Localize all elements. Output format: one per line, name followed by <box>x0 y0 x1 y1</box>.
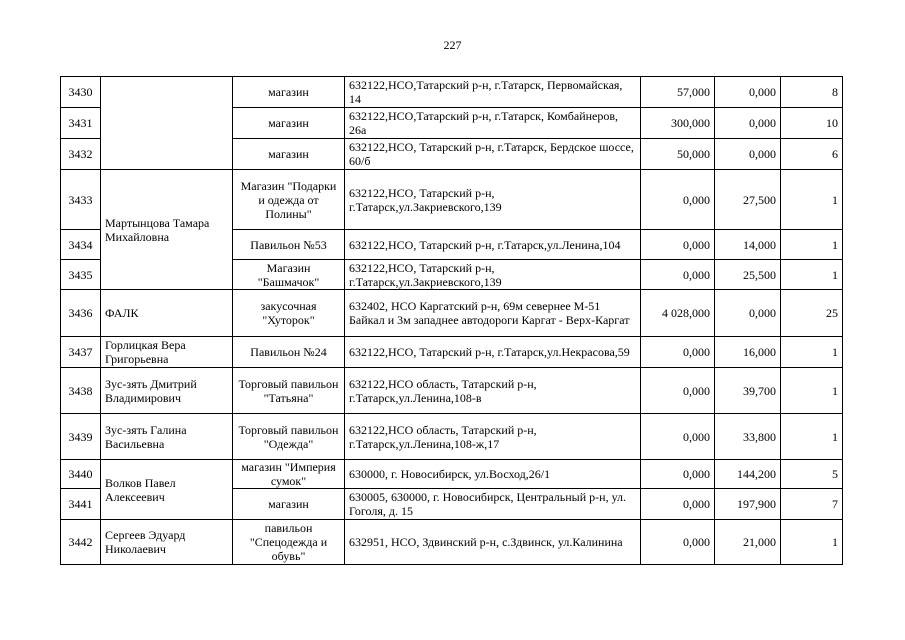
row-number: 3442 <box>61 520 101 565</box>
count: 25 <box>781 290 843 337</box>
object-type: Торговый павильон "Одежда" <box>233 414 345 460</box>
row-number: 3436 <box>61 290 101 337</box>
value-2: 0,000 <box>715 77 781 108</box>
value-1: 57,000 <box>641 77 715 108</box>
count: 1 <box>781 368 843 414</box>
owner-name: ФАЛК <box>101 290 233 337</box>
row-number: 3441 <box>61 489 101 520</box>
value-1: 300,000 <box>641 108 715 139</box>
row-number: 3434 <box>61 230 101 260</box>
table-row <box>61 77 843 108</box>
value-2: 25,500 <box>715 260 781 290</box>
value-2: 0,000 <box>715 290 781 337</box>
row-number: 3438 <box>61 368 101 414</box>
value-1: 0,000 <box>641 414 715 460</box>
value-1: 0,000 <box>641 260 715 290</box>
count: 1 <box>781 170 843 230</box>
table-row <box>61 170 843 230</box>
object-type: магазин <box>233 489 345 520</box>
object-type: Павильон №53 <box>233 230 345 260</box>
value-2: 27,500 <box>715 170 781 230</box>
row-number: 3431 <box>61 108 101 139</box>
page-number: 227 <box>443 38 462 52</box>
value-1: 0,000 <box>641 170 715 230</box>
object-type: магазин <box>233 139 345 170</box>
owner-name: Мартынцова Тамара Михайловна <box>101 170 233 290</box>
address: 632951, НСО, Здвинский р-н, с.Здвинск, ул.Калинина <box>345 520 641 565</box>
row-number: 3440 <box>61 460 101 489</box>
address: 632122,НСО, Татарский р-н, г.Татарск,ул.Закриевского,139 <box>345 260 641 290</box>
value-1: 0,000 <box>641 520 715 565</box>
owner-name: Горлицкая Вера Григорьевна <box>101 337 233 368</box>
table-row <box>61 337 843 368</box>
row-number: 3435 <box>61 260 101 290</box>
address: 632122,НСО,Татарский р-н, г.Татарск, Первомайская, 14 <box>345 77 641 108</box>
value-1: 0,000 <box>641 337 715 368</box>
count: 1 <box>781 337 843 368</box>
count: 1 <box>781 230 843 260</box>
table-row <box>61 368 843 414</box>
row-number: 3433 <box>61 170 101 230</box>
object-type: Магазин "Подарки и одежда от Полины" <box>233 170 345 230</box>
object-type: павильон "Спецодежда и обувь" <box>233 520 345 565</box>
value-1: 0,000 <box>641 368 715 414</box>
address: 632122,НСО,Татарский р-н, г.Татарск, Комбайнеров, 26а <box>345 108 641 139</box>
address: 630000, г. Новосибирск, ул.Восход,26/1 <box>345 460 641 489</box>
value-2: 16,000 <box>715 337 781 368</box>
count: 1 <box>781 520 843 565</box>
address: 632122,НСО, Татарский р-н, г.Татарск,ул.Закриевского,139 <box>345 170 641 230</box>
address: 632122,НСО, Татарский р-н, г.Татарск, Бердское шоссе, 60/б <box>345 139 641 170</box>
value-1: 0,000 <box>641 460 715 489</box>
count: 6 <box>781 139 843 170</box>
owner-cell <box>101 77 233 170</box>
address: 632122,НСО, Татарский р-н, г.Татарск,ул.Некрасова,59 <box>345 337 641 368</box>
owner-name: Сергеев Эдуард Николаевич <box>101 520 233 565</box>
table-row <box>61 290 843 337</box>
register-table <box>60 76 843 565</box>
count: 5 <box>781 460 843 489</box>
value-2: 33,800 <box>715 414 781 460</box>
value-1: 50,000 <box>641 139 715 170</box>
value-1: 0,000 <box>641 489 715 520</box>
value-2: 14,000 <box>715 230 781 260</box>
address: 630005, 630000, г. Новосибирск, Центральный р-н, ул. Гоголя, д. 15 <box>345 489 641 520</box>
object-type: закусочная "Хуторок" <box>233 290 345 337</box>
address: 632402, НСО Каргатский р-н, 69м севернее М-51 Байкал и 3м западнее автодороги Каргат - Верх-Каргат <box>345 290 641 337</box>
count: 8 <box>781 77 843 108</box>
object-type: Торговый павильон "Татьяна" <box>233 368 345 414</box>
address: 632122,НСО, Татарский р-н, г.Татарск,ул.Ленина,104 <box>345 230 641 260</box>
object-type: магазин "Империя сумок" <box>233 460 345 489</box>
address: 632122,НСО область, Татарский р-н, г.Татарск,ул.Ленина,108-в <box>345 368 641 414</box>
value-2: 21,000 <box>715 520 781 565</box>
count: 7 <box>781 489 843 520</box>
row-number: 3430 <box>61 77 101 108</box>
value-2: 197,900 <box>715 489 781 520</box>
owner-name: Зус-зять Дмитрий Владимирович <box>101 368 233 414</box>
value-1: 0,000 <box>641 230 715 260</box>
row-number: 3432 <box>61 139 101 170</box>
address: 632122,НСО область, Татарский р-н, г.Татарск,ул.Ленина,108-ж,17 <box>345 414 641 460</box>
row-number: 3437 <box>61 337 101 368</box>
value-2: 39,700 <box>715 368 781 414</box>
value-2: 0,000 <box>715 139 781 170</box>
object-type: магазин <box>233 108 345 139</box>
table-row <box>61 460 843 489</box>
row-number: 3439 <box>61 414 101 460</box>
owner-name: Зус-зять Галина Васильевна <box>101 414 233 460</box>
table-row <box>61 414 843 460</box>
count: 10 <box>781 108 843 139</box>
owner-name: Волков Павел Алексеевич <box>101 460 233 520</box>
table-row <box>61 520 843 565</box>
value-2: 144,200 <box>715 460 781 489</box>
count: 1 <box>781 260 843 290</box>
object-type: магазин <box>233 77 345 108</box>
count: 1 <box>781 414 843 460</box>
object-type: Павильон №24 <box>233 337 345 368</box>
value-1: 4 028,000 <box>641 290 715 337</box>
value-2: 0,000 <box>715 108 781 139</box>
object-type: Магазин "Башмачок" <box>233 260 345 290</box>
